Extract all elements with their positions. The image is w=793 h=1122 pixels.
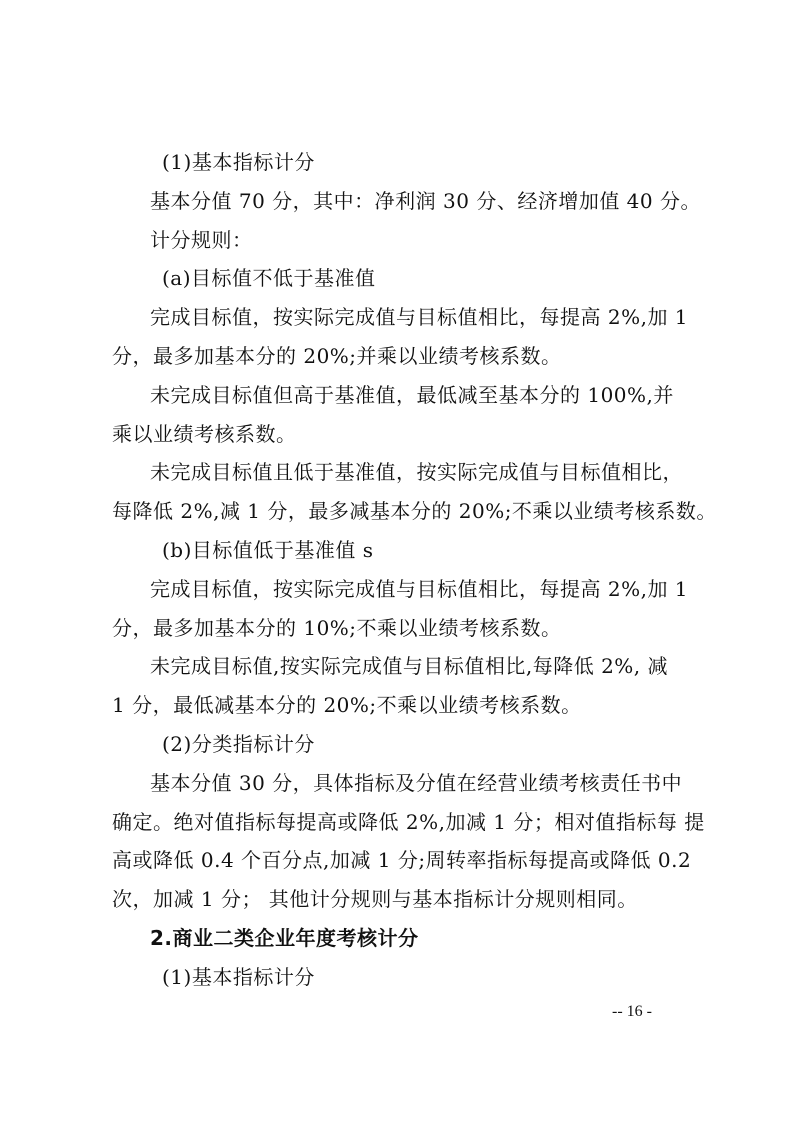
subheading-basic-indicator-scoring: (1)基本指标计分 [162, 965, 315, 989]
paragraph-line: 1 分，最低减基本分的 20%;不乘以业绩考核系数。 [112, 693, 582, 717]
paragraph-line: 未完成目标值但高于基准值，最低减至基本分的 100%,并 [150, 383, 674, 407]
paragraph-line: 未完成目标值,按实际完成值与目标值相比,每降低 2%, 减 [150, 654, 669, 678]
paragraph-line: 完成目标值，按实际完成值与目标值相比，每提高 2%,加 1 [150, 577, 689, 601]
subheading-basic-indicator-scoring: (1)基本指标计分 [162, 150, 315, 174]
paragraph-line: 乘以业绩考核系数。 [112, 422, 297, 446]
section-heading-commercial-type-2: 2.商业二类企业年度考核计分 [150, 926, 419, 950]
paragraph-line: 分，最多加基本分的 10%;不乘以业绩考核系数。 [112, 616, 562, 640]
paragraph-line: 每降低 2%,减 1 分，最多减基本分的 20%;不乘以业绩考核系数。 [112, 499, 717, 523]
subheading-a: (a)目标值不低于基准值 [162, 266, 376, 290]
paragraph-line: 完成目标值，按实际完成值与目标值相比，每提高 2%,加 1 [150, 305, 689, 329]
paragraph-line: 确定。绝对值指标每提高或降低 2%,加减 1 分；相对值指标每 提 [112, 810, 705, 834]
page-number: -- 16 - [612, 1003, 652, 1020]
paragraph-line: 高或降低 0.4 个百分点,加减 1 分;周转率指标每提高或降低 0.2 [112, 848, 692, 872]
paragraph-line: 未完成目标值且低于基准值，按实际完成值与目标值相比， [150, 460, 683, 484]
subheading-b: (b)目标值低于基准值 s [162, 538, 374, 562]
paragraph-line: 计分规则： [150, 228, 253, 252]
subheading-classified-indicator-scoring: (2)分类指标计分 [162, 732, 315, 756]
paragraph-line: 基本分值 30 分，具体指标及分值在经营业绩考核责任书中 [150, 771, 683, 795]
paragraph-line: 基本分值 70 分，其中：净利润 30 分、经济增加值 40 分。 [150, 189, 701, 213]
paragraph-line: 分，最多加基本分的 20%;并乘以业绩考核系数。 [112, 344, 562, 368]
paragraph-line: 次，加减 1 分； 其他计分规则与基本指标计分规则相同。 [112, 887, 638, 911]
